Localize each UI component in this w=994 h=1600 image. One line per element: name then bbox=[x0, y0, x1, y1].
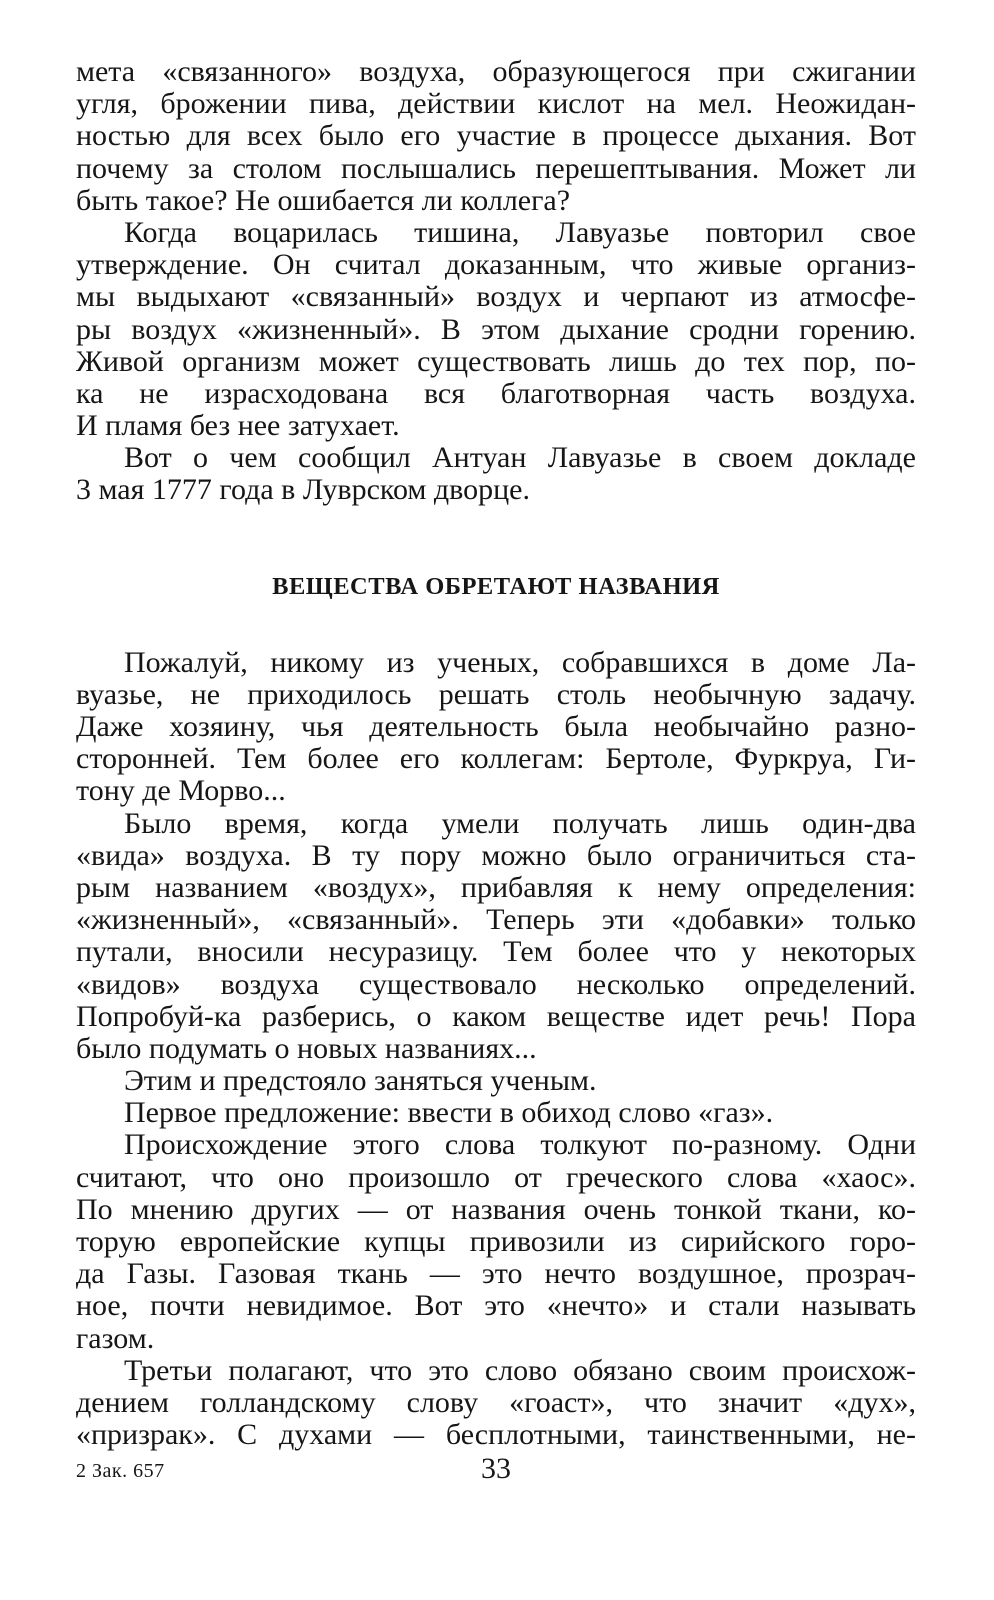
text-line: Даже хозяину, чья деятельность была необычайно разно- bbox=[76, 711, 916, 743]
text-line: ностью для всех было его участие в процессе дыхания. Вот bbox=[76, 120, 916, 153]
text-line: почему за столом послышались перешептывания. Может ли bbox=[76, 152, 916, 185]
paragraph-1 bbox=[76, 56, 916, 217]
page-number: 33 bbox=[481, 1452, 511, 1485]
text-line: Первое предложение: ввести в обиход слово «газ». bbox=[124, 1097, 774, 1130]
text-line: Было время, когда умели получать лишь один-два bbox=[124, 807, 916, 840]
text-line: тону де Морво... bbox=[76, 775, 286, 808]
text-line: «видов» воздуха существовало несколько определений. bbox=[76, 968, 916, 1001]
paragraph-7 bbox=[76, 1097, 916, 1129]
text-line: мета «связанного» воздуха, образующегося при сжигании bbox=[76, 56, 916, 88]
paragraph-9 bbox=[76, 1355, 916, 1452]
text-line: торую европейские купцы привозили из сирийского горо- bbox=[76, 1226, 916, 1258]
text-line: И пламя без нее затухает. bbox=[76, 410, 400, 443]
text-line: Пожалуй, никому из ученых, собравшихся в доме Ла- bbox=[124, 646, 916, 679]
page-body bbox=[76, 56, 916, 1451]
text-line: Этим и предстояло заняться ученым. bbox=[124, 1065, 597, 1098]
text-line: Вот о чем сообщил Антуан Лавуазье в своем докладе bbox=[124, 442, 916, 475]
paragraph-2 bbox=[76, 217, 916, 442]
text-line: мы выдыхают «связанный» воздух и черпают из атмосфе- bbox=[76, 281, 916, 314]
text-line: «жизненный», «связанный». Теперь эти «добавки» только bbox=[76, 904, 916, 937]
text-line: рым названием «воздух», прибавляя к нему определения: bbox=[76, 871, 916, 904]
text-line: считают, что оно произошло от греческого слова «хаос». bbox=[76, 1161, 916, 1194]
text-line: Когда воцарилась тишина, Лавуазье повторил свое bbox=[124, 216, 916, 249]
text-line: сторонней. Тем более его коллегам: Бертоле, Фуркруа, Ги- bbox=[76, 743, 916, 776]
text-line: угля, брожении пива, действии кислот на мел. Неожидан- bbox=[76, 88, 916, 121]
printer-signature: 2 Зак. 657 bbox=[76, 1460, 165, 1482]
text-line: Третьи полагают, что это слово обязано своим происхож- bbox=[124, 1354, 916, 1387]
text-line: По мнению других — от названия очень тонкой ткани, ко- bbox=[76, 1193, 916, 1226]
text-line: газом. bbox=[76, 1322, 155, 1355]
paragraph-8 bbox=[76, 1129, 916, 1354]
paragraph-5 bbox=[76, 808, 916, 1066]
text-line: ка не израсходована вся благотворная часть воздуха. bbox=[76, 377, 916, 410]
text-line: вуазье, не приходилось решать столь необычную задачу. bbox=[76, 678, 916, 711]
text-line: дением голландскому слову «гоаст», что значит «дух», bbox=[76, 1386, 916, 1419]
text-line: утверждение. Он считал доказанным, что живые организ- bbox=[76, 249, 916, 282]
section-heading: ВЕЩЕСТВА ОБРЕТАЮТ НАЗВАНИЯ bbox=[272, 572, 720, 600]
text-line: путали, вносили несуразицу. Тем более что у некоторых bbox=[76, 936, 916, 969]
text-line: да Газы. Газовая ткань — это нечто воздушное, прозрач- bbox=[76, 1258, 916, 1291]
text-line: «призрак». С духами — бесплотными, таинственными, не- bbox=[76, 1419, 916, 1452]
text-line: Попробуй-ка разберись, о каком веществе идет речь! Пора bbox=[76, 1000, 916, 1033]
text-line: ное, почти невидимое. Вот это «нечто» и стали называть bbox=[76, 1290, 916, 1323]
text-line: «вида» воздуха. В ту пору можно было ограничиться ста- bbox=[76, 839, 916, 872]
text-line: ры воздух «жизненный». В этом дыхание сродни горению. bbox=[76, 313, 916, 346]
paragraph-6 bbox=[76, 1065, 916, 1097]
text-line: было подумать о новых названиях... bbox=[76, 1032, 537, 1065]
paragraph-3 bbox=[76, 442, 916, 506]
text-line: быть такое? Не ошибается ли коллега? bbox=[76, 184, 571, 217]
text-line: Живой организм может существовать лишь до тех пор, по- bbox=[76, 345, 916, 378]
paragraph-4 bbox=[76, 647, 916, 808]
page-footer bbox=[76, 1452, 916, 1492]
text-line: 3 мая 1777 года в Луврском дворце. bbox=[76, 474, 530, 507]
text-line: Происхождение этого слова толкуют по-разному. Одни bbox=[124, 1129, 916, 1162]
